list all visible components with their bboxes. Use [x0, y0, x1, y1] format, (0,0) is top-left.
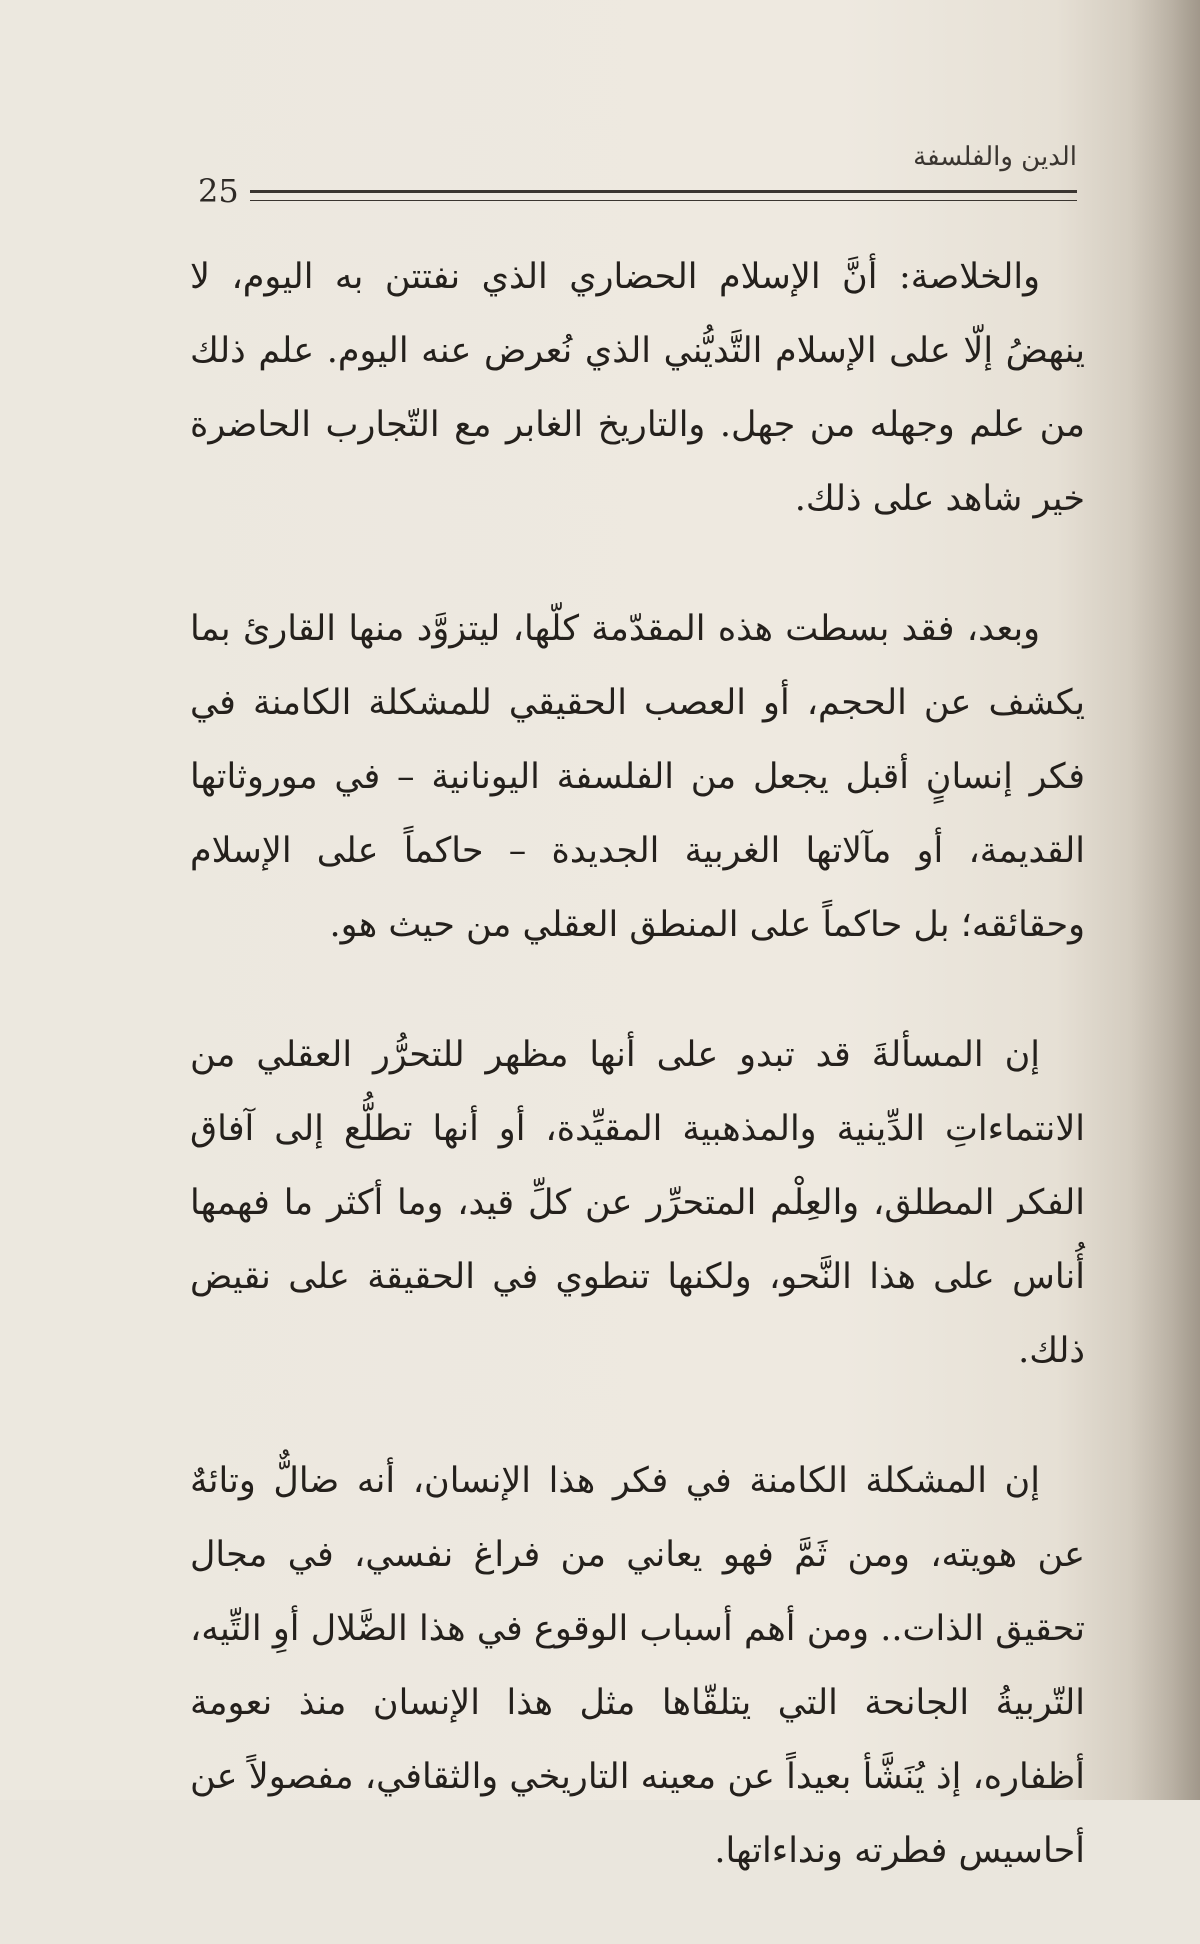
paragraph-2: وبعد، فقد بسطت هذه المقدّمة كلّها، ليتزوَّد منها القارئ بما يكشف عن الحجم، أو العصب الحقيقي للمشكلة الكامنة في فكر إنسانٍ أقبل يجعل من الفلسفة اليونانية – في موروثاتها القديمة، أو مآلاتها الغربية الجديدة – حاكماً على الإسلام وحقائقه؛ بل حاكماً على المنطق العقلي من حيث هو.: [190, 609, 1085, 945]
paragraph-4: إن المشكلة الكامنة في فكر هذا الإنسان، أنه ضالٌّ وتائهٌ عن هويته، ومن ثَمَّ فهو يعاني من فراغ نفسي، في مجال تحقيق الذات.. ومن أهم أسباب الوقوع في هذا الضَّلال أوِ التِّيه، التّربيةُ الجانحة التي يتلقّاها مثل هذا الإنسان منذ نعومة أظفاره، إذ يُنَشَّأ بعيداً عن معينه التاريخي والثقافي، مفصولاً عن أحاسيس فطرته ونداءاتها.: [190, 1461, 1085, 1871]
header-rule: [250, 190, 1077, 201]
page-binding-shadow: [1130, 0, 1200, 1800]
page-number: 25: [198, 172, 239, 210]
paragraph-3: إن المسألةَ قد تبدو على أنها مظهر للتحرُّر العقلي من الانتماءاتِ الدِّينية والمذهبية المقيِّدة، أو أنها تطلُّع إلى آفاق الفكر المطلق، والعِلْم المتحرِّر عن كلِّ قيد، وما أكثر ما فهمها أُناس على هذا النَّحو، ولكنها تنطوي في الحقيقة على نقيض ذلك.: [190, 1035, 1085, 1371]
running-title: الدين والفلسفة: [913, 142, 1077, 172]
paragraph-1: والخلاصة: أنَّ الإسلام الحضاري الذي نفتتن به اليوم، لا ينهضُ إلّا على الإسلام التَّديُّني الذي نُعرض عنه اليوم. علم ذلك من علم وجهله من جهل. والتاريخ الغابر مع التّجارب الحاضرة خير شاهد على ذلك.: [190, 257, 1085, 519]
page-header: [190, 132, 1085, 222]
body-text: [190, 240, 1085, 1944]
